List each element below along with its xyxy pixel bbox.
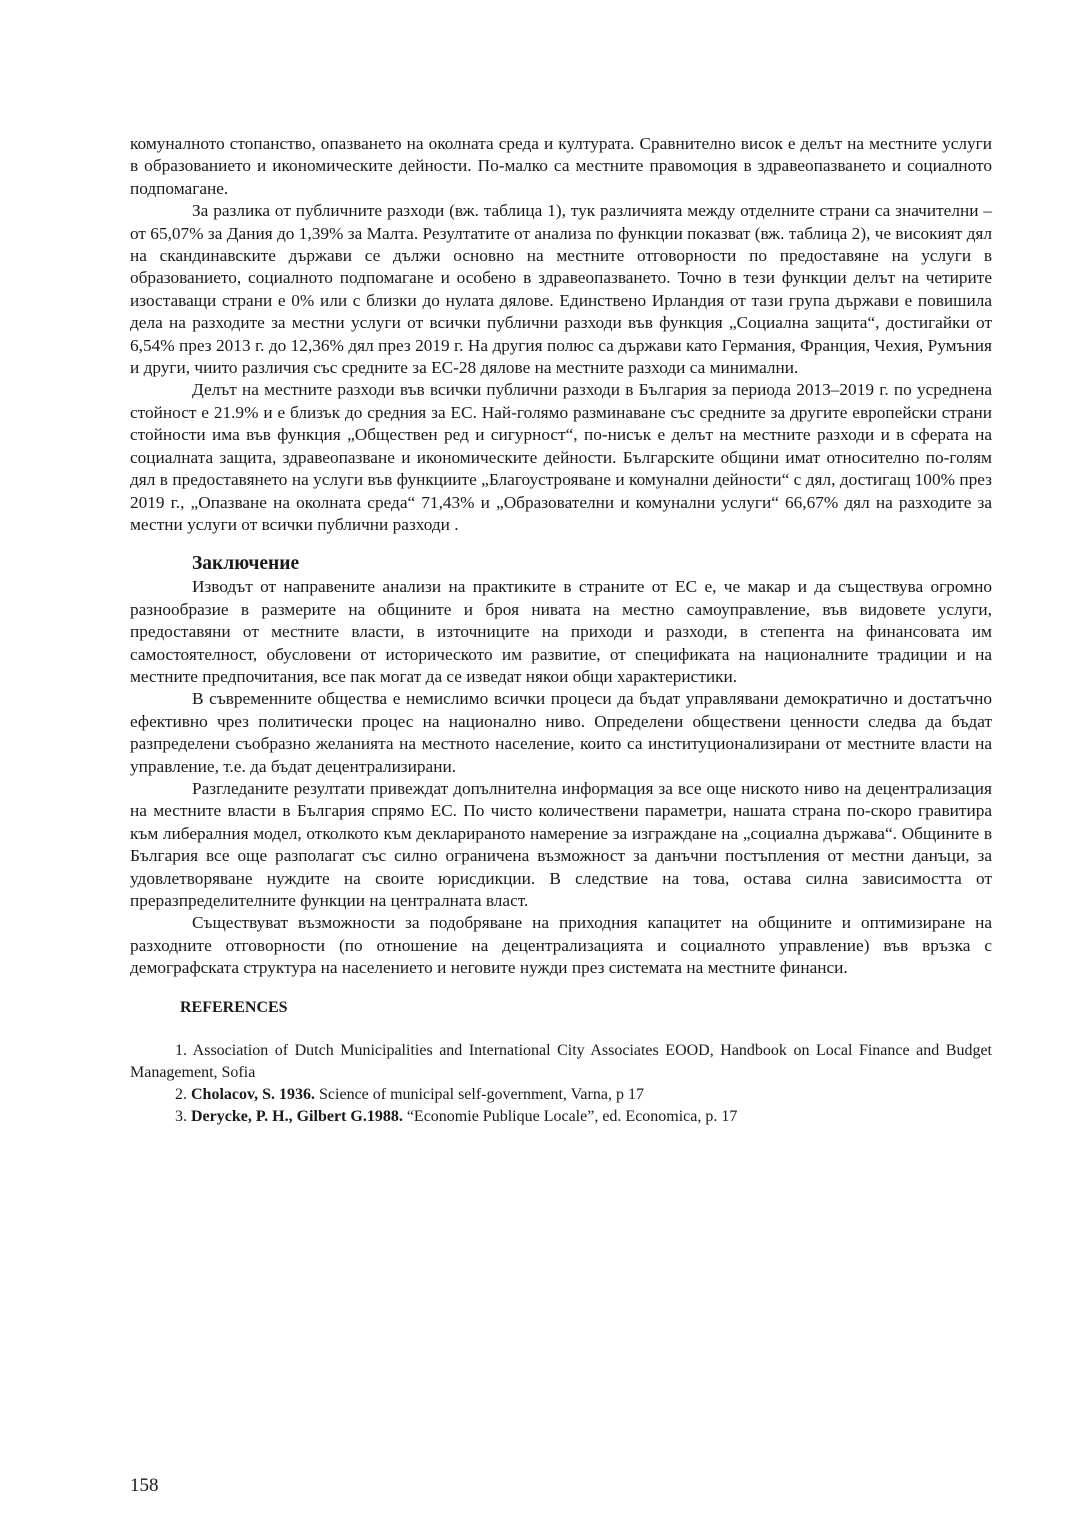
references-list — [130, 1040, 992, 1128]
page-number: 158 — [130, 1475, 159, 1496]
conclusion-paragraph-2: В съвременните общества е немислимо всички процеси да бъдат управлявани демократично и достатъчно ефективно чрез политически процес на национално ниво. Определени обществени ценности следва да бъдат разпределени съобразно желанията на местното население, които са институционализирани от местните власти на управление, т.е. да бъдат децентрализирани. — [130, 689, 992, 776]
body-paragraph-3: Делът на местните разходи във всички публични разходи в България за периода 2013–2019 г. по усреднена стойност е 21.9% и е близък до средния за ЕС. Най-голямо разминаване със средните за другите европейски страни стойности има във функция „Обществен ред и сигурност“, по-нисък е делът на местните разходи и в сферата на социалната защита, здравеопазване и икономическите дейности. Българските общини имат относително по-голям дял в предоставянето на услуги във функциите „Благоустрояване и комунални дейности“ с дял, достигащ 100% през 2019 г., „Опазване на околната среда“ 71,43% и „Образователни и комунални услуги“ 66,67% дял на разходите за местни услуги от всички публични разходи . — [130, 380, 992, 534]
conclusion-paragraph-1: Изводът от направените анализи на практиките в страните от ЕС е, че макар и да съществува огромно разнообразие в размерите на общините и броя нивата на местно самоуправление, във видовете услуги, предоставяни от местните власти, в източниците на приходи и разходи, в степента на финансовата им самостоятелност, обусловени от историческото им развитие, от спецификата на националните традиции и на местните предпочитания, все пак могат да се изведат някои общи характеристики. — [130, 577, 992, 686]
reference-author: Cholacov, S. 1936. — [191, 1085, 316, 1103]
conclusion-paragraph-4: Съществуват възможности за подобряване на приходния капацитет на общините и оптимизиране на разходните отговорности (по отношение на децентрализацията и социалното управление) във връзка с демографската структура на населението и неговите нужди през системата на местните финанси. — [130, 913, 992, 978]
reference-number: 3. — [175, 1107, 191, 1125]
references-heading: REFERENCES — [180, 998, 288, 1016]
reference-item — [130, 1040, 992, 1084]
reference-text: Association of Dutch Municipalities and International City Associates EOOD, Handbook on Local Finance and Budget Management, Sofia — [130, 1041, 992, 1081]
conclusion-paragraph-3: Разгледаните резултати привеждат допълнителна информация за все още ниското ниво на децентрализация на местните власти в България спрямо ЕС. По чисто количествени параметри, нашата страна по-скоро гравитира към либералния модел, отколкото към декларираното намерение за изграждане на „социална държава“. Общините в България все още разполагат със силно ограничена възможност за данъчни постъпления от местни данъци, за удовлетворяване нуждите на своите юрисдикции. В следствие на това, остава силна зависимостта от преразпределителните функции на централната власт. — [130, 778, 992, 910]
reference-author: Derycke, P. H., Gilbert G.1988. — [191, 1107, 403, 1125]
body-paragraph-1: комуналното стопанство, опазването на околната среда и културата. Сравнително висок е делът на местните услуги в образованието и икономическите дейности. По-малко са местните правомоция в здравеопазването и социалното подпомагане. — [130, 134, 992, 198]
page-content — [130, 133, 992, 1128]
reference-text: “Economie Publique Locale”, ed. Economica, p. 17 — [402, 1107, 738, 1125]
heading-spacer — [130, 536, 992, 552]
reference-number: 1. — [175, 1041, 193, 1059]
reference-text: Science of municipal self-government, Varna, p 17 — [315, 1085, 644, 1103]
reference-item — [130, 1084, 992, 1106]
reference-item — [130, 1106, 992, 1128]
conclusion-heading: Заключение — [192, 553, 300, 575]
body-paragraph-2: За разлика от публичните разходи (вж. таблица 1), тук различията между отделните страни са значителни – от 65,07% за Дания до 1,39% за Малта. Резултатите от анализа по функции показват (вж. таблица 2), че високият дял на скандинавските държави се дължи основно на местните отговорности по предоставяне на услуги в образованието, социалното подпомагане и особено в здравеопазването. Точно в тези функции делът на четирите изоставащи страни е 0% или с близки до нулата дялове. Единствено Ирландия от тази група държави е повишила дела на разходите за местни услуги от всички публични разходи във функция „Социална защита“, достигайки от 6,54% през 2013 г. до 12,36% дял през 2019 г. На другия полюс са държави като Германия, Франция, Чехия, Румъния и други, чиито различия със средните за ЕС-28 дялове на местните разходи са минимални. — [130, 201, 992, 378]
reference-number: 2. — [175, 1085, 191, 1103]
